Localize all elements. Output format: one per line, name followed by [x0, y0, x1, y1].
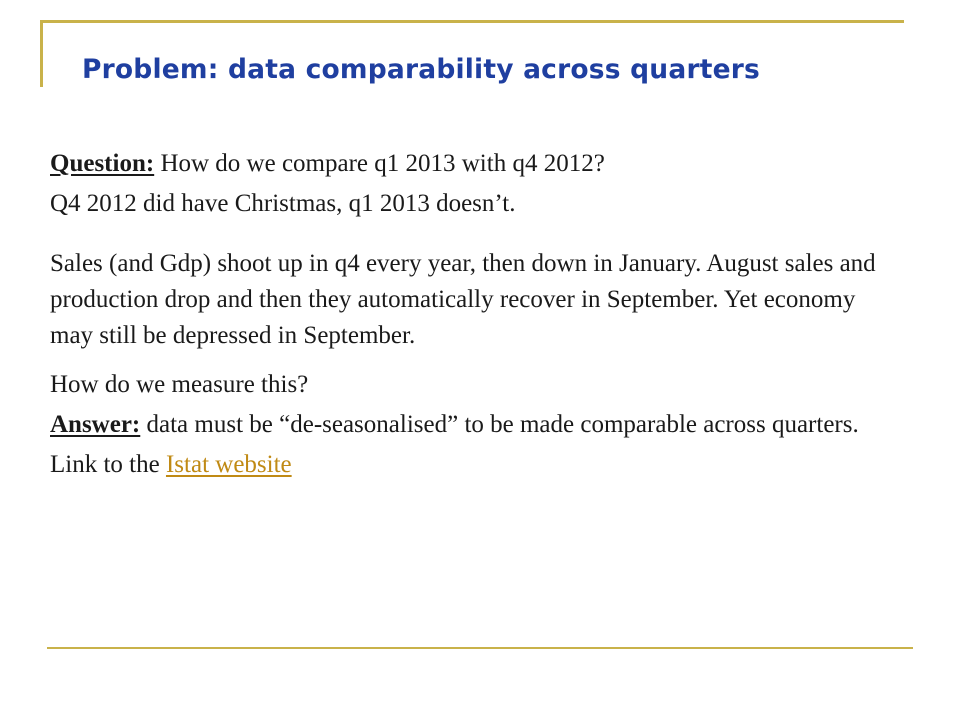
top-border-line	[40, 20, 904, 23]
bottom-border-line	[47, 647, 913, 649]
answer-label: Answer:	[50, 411, 141, 438]
left-border-line	[40, 20, 43, 87]
question-label: Question:	[50, 150, 155, 177]
christmas-line: Q4 2012 did have Christmas, q1 2013 doesn’t.	[50, 190, 516, 217]
slide-title: Problem: data comparability across quarters	[82, 54, 761, 85]
answer-line	[50, 407, 880, 443]
link-prefix: Link to the	[50, 451, 166, 478]
answer-text: data must be “de-seasonalised” to be made comparable across quarters.	[140, 411, 859, 438]
link-line	[50, 447, 880, 483]
slide-body	[50, 146, 880, 483]
istat-website-link[interactable]: Istat website	[165, 451, 292, 478]
question-text: How do we compare q1 2013 with q4 2012?	[154, 150, 605, 177]
question-line	[50, 146, 880, 182]
measure-question: How do we measure this?	[50, 371, 309, 398]
seasonality-paragraph: Sales (and Gdp) shoot up in q4 every year, then down in January. August sales and production drop and then they automatically recover in September. Yet economy may still be depressed in September.	[50, 250, 876, 349]
